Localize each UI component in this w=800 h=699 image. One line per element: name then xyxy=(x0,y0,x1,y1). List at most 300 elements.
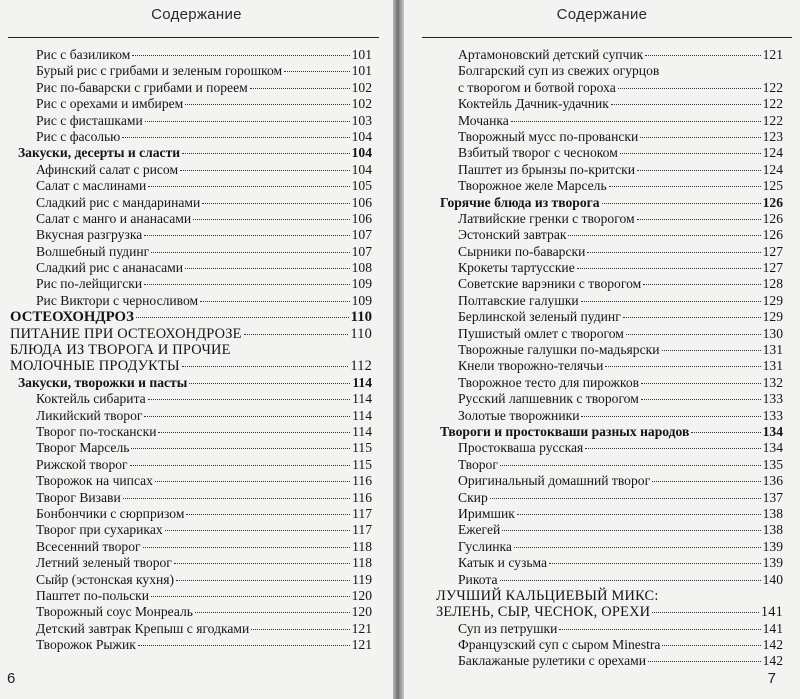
toc-entry xyxy=(436,604,783,620)
dot-leader xyxy=(284,71,349,72)
toc-entry-title: Горячие блюда из творога xyxy=(440,194,600,210)
toc-entry-title: Сыйр (эстонская кухня) xyxy=(36,571,175,587)
toc-entry xyxy=(10,293,372,309)
dot-leader xyxy=(185,104,349,105)
toc-entry-page: 122 xyxy=(762,96,783,112)
toc-entry-title: Творожное желе Марсель xyxy=(458,178,607,194)
toc-entry-page: 104 xyxy=(351,128,372,144)
toc-entry xyxy=(10,457,372,473)
dot-leader xyxy=(611,104,761,105)
toc-entry xyxy=(10,506,372,522)
toc-entry-title: Коктейль сибарита xyxy=(36,391,146,407)
toc-entry-page: 142 xyxy=(762,653,783,669)
dot-leader xyxy=(652,612,759,613)
dot-leader xyxy=(609,186,761,187)
toc-entry-page: 117 xyxy=(352,522,372,538)
dot-leader xyxy=(618,88,761,89)
page-number: 7 xyxy=(767,670,776,687)
toc-entry-page: 104 xyxy=(351,161,372,177)
toc-entry-title: Волшебный пудинг xyxy=(36,243,150,259)
toc-entry-title: Творог при сухариках xyxy=(36,522,163,538)
right-page xyxy=(404,0,800,699)
toc-entry xyxy=(10,96,372,112)
toc-entry-page: 102 xyxy=(351,96,372,112)
toc-entry-page: 131 xyxy=(762,342,783,358)
toc-entry xyxy=(10,522,372,538)
toc-entry-page: 116 xyxy=(352,473,372,489)
toc-entry xyxy=(10,555,372,571)
toc-entry-title: Творожок на чипсах xyxy=(36,473,153,489)
dot-leader xyxy=(200,301,349,302)
toc-entry-page: 123 xyxy=(762,128,783,144)
toc-entry-page: 117 xyxy=(352,505,372,521)
dot-leader xyxy=(151,252,349,253)
toc-entry-title: Оригинальный домашний творог xyxy=(458,473,651,489)
toc-section-entry xyxy=(10,326,372,342)
toc-entry-page: 127 xyxy=(762,243,783,259)
toc-entry xyxy=(436,293,783,309)
toc-entry-page: 115 xyxy=(352,440,372,456)
toc-entry xyxy=(10,63,372,79)
toc-entry-title: Рис Виктори с черносливом xyxy=(36,292,199,308)
toc-entry-title: Детский завтрак Крепыш с ягодками xyxy=(36,620,250,636)
toc-entry-title: Творог по-тоскански xyxy=(36,423,157,439)
toc-entry-page: 110 xyxy=(350,325,372,342)
toc-entry-title: Пушистый омлет с творогом xyxy=(458,325,624,341)
toc-entry xyxy=(436,391,783,407)
toc-entry-page: 129 xyxy=(762,309,783,325)
dot-leader xyxy=(144,416,350,417)
dot-leader xyxy=(174,563,350,564)
toc-entry-page: 114 xyxy=(352,374,372,390)
header-rule xyxy=(8,37,379,38)
toc-section-entry xyxy=(436,588,783,604)
toc-section-entry xyxy=(436,195,783,211)
toc-entry xyxy=(10,276,372,292)
toc-entry-title: Эстонский завтрак xyxy=(458,227,567,243)
toc-entry xyxy=(436,309,783,325)
toc-entry xyxy=(10,391,372,407)
dot-leader xyxy=(637,219,761,220)
toc-entry xyxy=(436,326,783,342)
toc-entry-title: Золотые творожники xyxy=(458,407,580,423)
dot-leader xyxy=(151,596,350,597)
toc-entry-page: 137 xyxy=(762,489,783,505)
dot-leader xyxy=(643,284,760,285)
toc-section-entry xyxy=(10,375,372,391)
toc-entry-page: 105 xyxy=(351,178,372,194)
toc-entry-page: 133 xyxy=(762,407,783,423)
toc-entry xyxy=(10,490,372,506)
toc-entry xyxy=(436,244,783,260)
toc-entry-title: Сладкий рис с ананасами xyxy=(36,260,184,276)
toc-entry-title: Сладкий рис с мандаринами xyxy=(36,194,201,210)
toc-entry-title: Катык и сузьма xyxy=(458,555,548,571)
toc-entry-title: Паштет из брынзы по-критски xyxy=(458,161,635,177)
toc-entry-page: 108 xyxy=(351,260,372,276)
dot-leader xyxy=(517,514,761,515)
dot-leader xyxy=(511,121,761,122)
toc-entry xyxy=(10,113,372,129)
dot-leader xyxy=(165,530,350,531)
toc-entry xyxy=(436,653,783,669)
toc-entry xyxy=(10,195,372,211)
toc-entry xyxy=(10,473,372,489)
toc-entry-page: 128 xyxy=(762,276,783,292)
left-page xyxy=(0,0,393,699)
toc-entry xyxy=(436,555,783,571)
toc-entry xyxy=(10,440,372,456)
toc-entry-page: 120 xyxy=(351,587,372,603)
toc-entry-title: Творог Марсель xyxy=(36,440,130,456)
toc-entry-title: Артамоновский детский супчик xyxy=(458,47,644,62)
dot-leader xyxy=(148,186,349,187)
toc-entry-page: 118 xyxy=(352,538,372,554)
toc-entry-title: Рис с базиликом xyxy=(36,47,131,62)
toc-entry-page: 139 xyxy=(762,538,783,554)
toc-entry xyxy=(436,211,783,227)
dot-leader xyxy=(195,612,350,613)
toc-entry-title: Ежегей xyxy=(458,522,501,538)
toc-entry-title: Бонбончики с сюрпризом xyxy=(36,505,185,521)
toc-entry-page: 122 xyxy=(762,112,783,128)
dot-leader xyxy=(202,203,349,204)
dot-leader xyxy=(581,416,760,417)
toc-entry xyxy=(436,375,783,391)
toc-entry-title: Советские варэники с творогом xyxy=(458,276,642,292)
toc-entry-page: 133 xyxy=(762,391,783,407)
toc-entry-page: 103 xyxy=(351,112,372,128)
header-rule xyxy=(422,37,792,38)
dot-leader xyxy=(158,432,350,433)
toc-entry xyxy=(436,457,783,473)
toc-entry xyxy=(436,276,783,292)
toc-entry-title: Афинский салат с рисом xyxy=(36,161,179,177)
toc-entry xyxy=(436,637,783,653)
toc-entry-title: Твороги и простокваши разных народов xyxy=(440,423,690,439)
toc-entry-page: 122 xyxy=(762,79,783,95)
dot-leader xyxy=(148,399,350,400)
toc-entry-page: 121 xyxy=(351,620,372,636)
toc-entry-title: Паштет по-польски xyxy=(36,587,150,603)
toc-entry xyxy=(10,162,372,178)
dot-leader xyxy=(587,252,760,253)
toc-entry-page: 121 xyxy=(762,47,783,62)
toc-entry-title: Ликийский творог xyxy=(36,407,143,423)
toc-entry xyxy=(10,637,372,653)
toc-entry-page: 109 xyxy=(351,292,372,308)
toc-entry-title: Простокваша русская xyxy=(458,440,584,456)
toc-entry-title: Закуски, творожки и пасты xyxy=(18,374,188,390)
dot-leader xyxy=(581,301,761,302)
dot-leader xyxy=(132,55,349,56)
toc-entry-page: 140 xyxy=(762,571,783,587)
toc-entry xyxy=(10,358,372,374)
toc-entry-title: БЛЮДА ИЗ ТВОРОГА И ПРОЧИЕ xyxy=(10,342,231,359)
toc-entry-title: Рис по-баварски с грибами и пореем xyxy=(36,79,248,95)
toc-entry xyxy=(436,227,783,243)
toc-section-entry xyxy=(436,424,783,440)
toc-entry xyxy=(10,408,372,424)
toc-entry-title: Творожные галушки по-мадьярски xyxy=(458,342,660,358)
toc-entry-page: 138 xyxy=(762,522,783,538)
toc-entry-page: 114 xyxy=(352,423,372,439)
dot-leader xyxy=(155,481,350,482)
dot-leader xyxy=(144,284,349,285)
dot-leader xyxy=(145,121,350,122)
toc-list xyxy=(436,47,783,670)
toc-entry-title: Крокеты тартусские xyxy=(458,260,575,276)
dot-leader xyxy=(490,498,761,499)
toc-entry xyxy=(436,129,783,145)
dot-leader xyxy=(549,563,761,564)
toc-entry-page: 142 xyxy=(762,637,783,653)
toc-entry-page: 112 xyxy=(350,358,372,375)
toc-entry xyxy=(436,47,783,63)
toc-entry-page: 120 xyxy=(351,604,372,620)
toc-entry-title: Взбитый творог с чесноком xyxy=(458,145,618,161)
toc-entry-page: 136 xyxy=(762,473,783,489)
dot-leader xyxy=(193,219,349,220)
dot-leader xyxy=(662,645,760,646)
toc-entry xyxy=(436,63,783,79)
dot-leader xyxy=(502,530,760,531)
dot-leader xyxy=(144,235,349,236)
toc-entry xyxy=(10,260,372,276)
toc-entry-title: Баклажаные рулетики с орехами xyxy=(458,653,647,669)
dot-leader xyxy=(568,235,760,236)
toc-entry-title: Коктейль Дачник-удачник xyxy=(458,96,609,112)
dot-leader xyxy=(250,88,350,89)
toc-entry-title: Творожный соус Монреаль xyxy=(36,604,193,620)
toc-entry-title: Рис по-лейщигски xyxy=(36,276,143,292)
toc-entry-page: 107 xyxy=(351,243,372,259)
toc-entry-page: 132 xyxy=(762,374,783,390)
dot-leader xyxy=(691,432,760,433)
toc-entry-page: 114 xyxy=(352,391,372,407)
running-header: Содержание xyxy=(556,6,648,23)
toc-entry-title: Полтавские галушки xyxy=(458,292,579,308)
toc-entry xyxy=(10,211,372,227)
dot-leader xyxy=(251,629,349,630)
toc-entry xyxy=(10,244,372,260)
toc-entry-title: Русский лапшевник с творогом xyxy=(458,391,639,407)
toc-entry-title: Всесенний творог xyxy=(36,538,141,554)
dot-leader xyxy=(123,498,350,499)
toc-entry-title: Скир xyxy=(458,489,488,505)
dot-leader xyxy=(652,481,760,482)
dot-leader xyxy=(605,366,760,367)
toc-entry-page: 101 xyxy=(351,63,372,79)
toc-entry xyxy=(436,539,783,555)
toc-entry-page: 124 xyxy=(762,161,783,177)
dot-leader xyxy=(641,383,761,384)
toc-entry xyxy=(436,522,783,538)
toc-entry xyxy=(10,588,372,604)
dot-leader xyxy=(143,547,351,548)
toc-entry-page: 127 xyxy=(762,260,783,276)
toc-entry xyxy=(436,473,783,489)
dot-leader xyxy=(577,268,761,269)
toc-entry-title: Гуслинка xyxy=(458,538,512,554)
toc-section-entry xyxy=(10,309,372,325)
toc-entry-page: 107 xyxy=(351,227,372,243)
dot-leader xyxy=(131,448,350,449)
toc-entry-page: 102 xyxy=(351,79,372,95)
toc-entry-title: Рис с фасолью xyxy=(36,128,121,144)
toc-entry-title: ОСТЕОХОНДРОЗ xyxy=(10,309,134,326)
dot-leader xyxy=(648,661,761,662)
toc-entry-page: 126 xyxy=(762,227,783,243)
toc-entry-page: 138 xyxy=(762,505,783,521)
toc-entry-page: 126 xyxy=(762,194,783,210)
toc-section-entry xyxy=(10,145,372,161)
toc-entry xyxy=(10,129,372,145)
dot-leader xyxy=(500,580,761,581)
toc-section-entry xyxy=(10,342,372,358)
toc-entry-title: ЗЕЛЕНЬ, СЫР, ЧЕСНОК, ОРЕХИ xyxy=(436,604,651,621)
toc-entry-page: 106 xyxy=(351,194,372,210)
toc-entry-page: 130 xyxy=(762,325,783,341)
toc-entry-page: 114 xyxy=(352,407,372,423)
toc-entry-page: 134 xyxy=(762,423,783,439)
toc-entry xyxy=(10,621,372,637)
dot-leader xyxy=(244,334,349,335)
dot-leader xyxy=(640,137,760,138)
toc-entry xyxy=(436,260,783,276)
dot-leader xyxy=(602,203,761,204)
toc-entry-page: 116 xyxy=(352,489,372,505)
dot-leader xyxy=(620,153,761,154)
toc-entry-page: 118 xyxy=(352,555,372,571)
toc-entry-title: Берлинской зеленый пудинг xyxy=(458,309,621,325)
toc-entry xyxy=(436,113,783,129)
toc-entry-title: Мочанка xyxy=(458,112,509,128)
dot-leader xyxy=(662,350,761,351)
dot-leader xyxy=(122,137,349,138)
toc-entry-page: 101 xyxy=(351,47,372,62)
dot-leader xyxy=(641,399,761,400)
toc-entry xyxy=(436,358,783,374)
dot-leader xyxy=(585,448,760,449)
toc-entry-title: Закуски, десерты и сласти xyxy=(18,145,181,161)
toc-entry xyxy=(10,80,372,96)
toc-entry-title: Рикота xyxy=(458,571,498,587)
book-gutter xyxy=(393,0,404,699)
toc-entry xyxy=(10,604,372,620)
toc-entry-title: Рис с фисташками xyxy=(36,112,143,128)
toc-entry-title: Творожок Рыжик xyxy=(36,637,136,653)
toc-list xyxy=(10,47,372,653)
toc-entry xyxy=(436,572,783,588)
toc-entry-title: Летний зеленый творог xyxy=(36,555,172,571)
toc-entry-page: 106 xyxy=(351,210,372,226)
toc-entry-title: МОЛОЧНЫЕ ПРОДУКТЫ xyxy=(10,358,180,375)
toc-entry-title: Рижской творог xyxy=(36,456,128,472)
dot-leader xyxy=(182,366,349,367)
dot-leader xyxy=(645,55,760,56)
toc-entry xyxy=(10,227,372,243)
toc-entry-page: 141 xyxy=(760,604,783,621)
dot-leader xyxy=(189,383,350,384)
dot-leader xyxy=(176,580,350,581)
toc-entry-title: Салат с манго и ананасами xyxy=(36,210,192,226)
toc-entry-title: Французский суп с сыром Minestra xyxy=(458,637,661,653)
dot-leader xyxy=(500,465,761,466)
toc-entry-title: Творожное тесто для пирожков xyxy=(458,374,640,390)
toc-entry xyxy=(10,572,372,588)
toc-entry-title: Вкусная разгрузка xyxy=(36,227,143,243)
toc-entry xyxy=(10,178,372,194)
toc-entry-page: 134 xyxy=(762,440,783,456)
toc-entry-page: 110 xyxy=(350,309,372,326)
toc-entry-page: 104 xyxy=(351,145,372,161)
dot-leader xyxy=(186,514,350,515)
dot-leader xyxy=(182,153,350,154)
toc-entry-title: Творожный мусс по-провански xyxy=(458,128,639,144)
dot-leader xyxy=(185,268,350,269)
page-number: 6 xyxy=(7,670,16,687)
toc-entry-title: Творог xyxy=(458,456,498,472)
toc-entry-title: Салат с маслинами xyxy=(36,178,147,194)
toc-entry-page: 131 xyxy=(762,358,783,374)
dot-leader xyxy=(136,317,349,318)
toc-entry-page: 115 xyxy=(352,456,372,472)
toc-entry xyxy=(436,178,783,194)
running-header: Содержание xyxy=(151,6,242,23)
dot-leader xyxy=(623,317,761,318)
toc-entry-page: 109 xyxy=(351,276,372,292)
toc-entry xyxy=(436,342,783,358)
dot-leader xyxy=(514,547,761,548)
toc-entry xyxy=(10,47,372,63)
toc-entry xyxy=(436,96,783,112)
toc-entry-page: 129 xyxy=(762,292,783,308)
toc-entry-title: Рис с орехами и имбирем xyxy=(36,96,184,112)
dot-leader xyxy=(138,645,350,646)
toc-entry xyxy=(436,621,783,637)
toc-entry xyxy=(436,490,783,506)
toc-entry xyxy=(10,539,372,555)
toc-entry-page: 121 xyxy=(351,637,372,653)
toc-entry xyxy=(10,424,372,440)
toc-entry-title: с творогом и ботвой гороха xyxy=(458,79,616,95)
dot-leader xyxy=(626,334,761,335)
toc-entry xyxy=(436,506,783,522)
toc-entry-page: 141 xyxy=(762,620,783,636)
toc-entry-page: 125 xyxy=(762,178,783,194)
toc-entry-title: Болгарский суп из свежих огурцов xyxy=(458,63,660,79)
toc-entry-title: Латвийские гренки с творогом xyxy=(458,210,635,226)
toc-entry-title: ПИТАНИЕ ПРИ ОСТЕОХОНДРОЗЕ xyxy=(10,325,242,342)
dot-leader xyxy=(180,170,350,171)
toc-entry-title: Кнели творожно-телячьи xyxy=(458,358,604,374)
toc-entry-page: 119 xyxy=(352,571,372,587)
toc-entry-title: Бурый рис с грибами и зеленым горошком xyxy=(36,63,283,79)
toc-entry xyxy=(436,408,783,424)
dot-leader xyxy=(559,629,760,630)
toc-entry-page: 139 xyxy=(762,555,783,571)
toc-entry-page: 135 xyxy=(762,456,783,472)
dot-leader xyxy=(130,465,350,466)
toc-entry xyxy=(436,145,783,161)
toc-entry-title: Суп из петрушки xyxy=(458,620,558,636)
toc-entry xyxy=(436,80,783,96)
toc-entry-title: Иримшик xyxy=(458,505,515,521)
toc-entry-page: 126 xyxy=(762,210,783,226)
toc-entry-title: ЛУЧШИЙ КАЛЬЦИЕВЫЙ МИКС: xyxy=(436,587,659,604)
toc-entry-title: Сырники по-баварски xyxy=(458,243,586,259)
